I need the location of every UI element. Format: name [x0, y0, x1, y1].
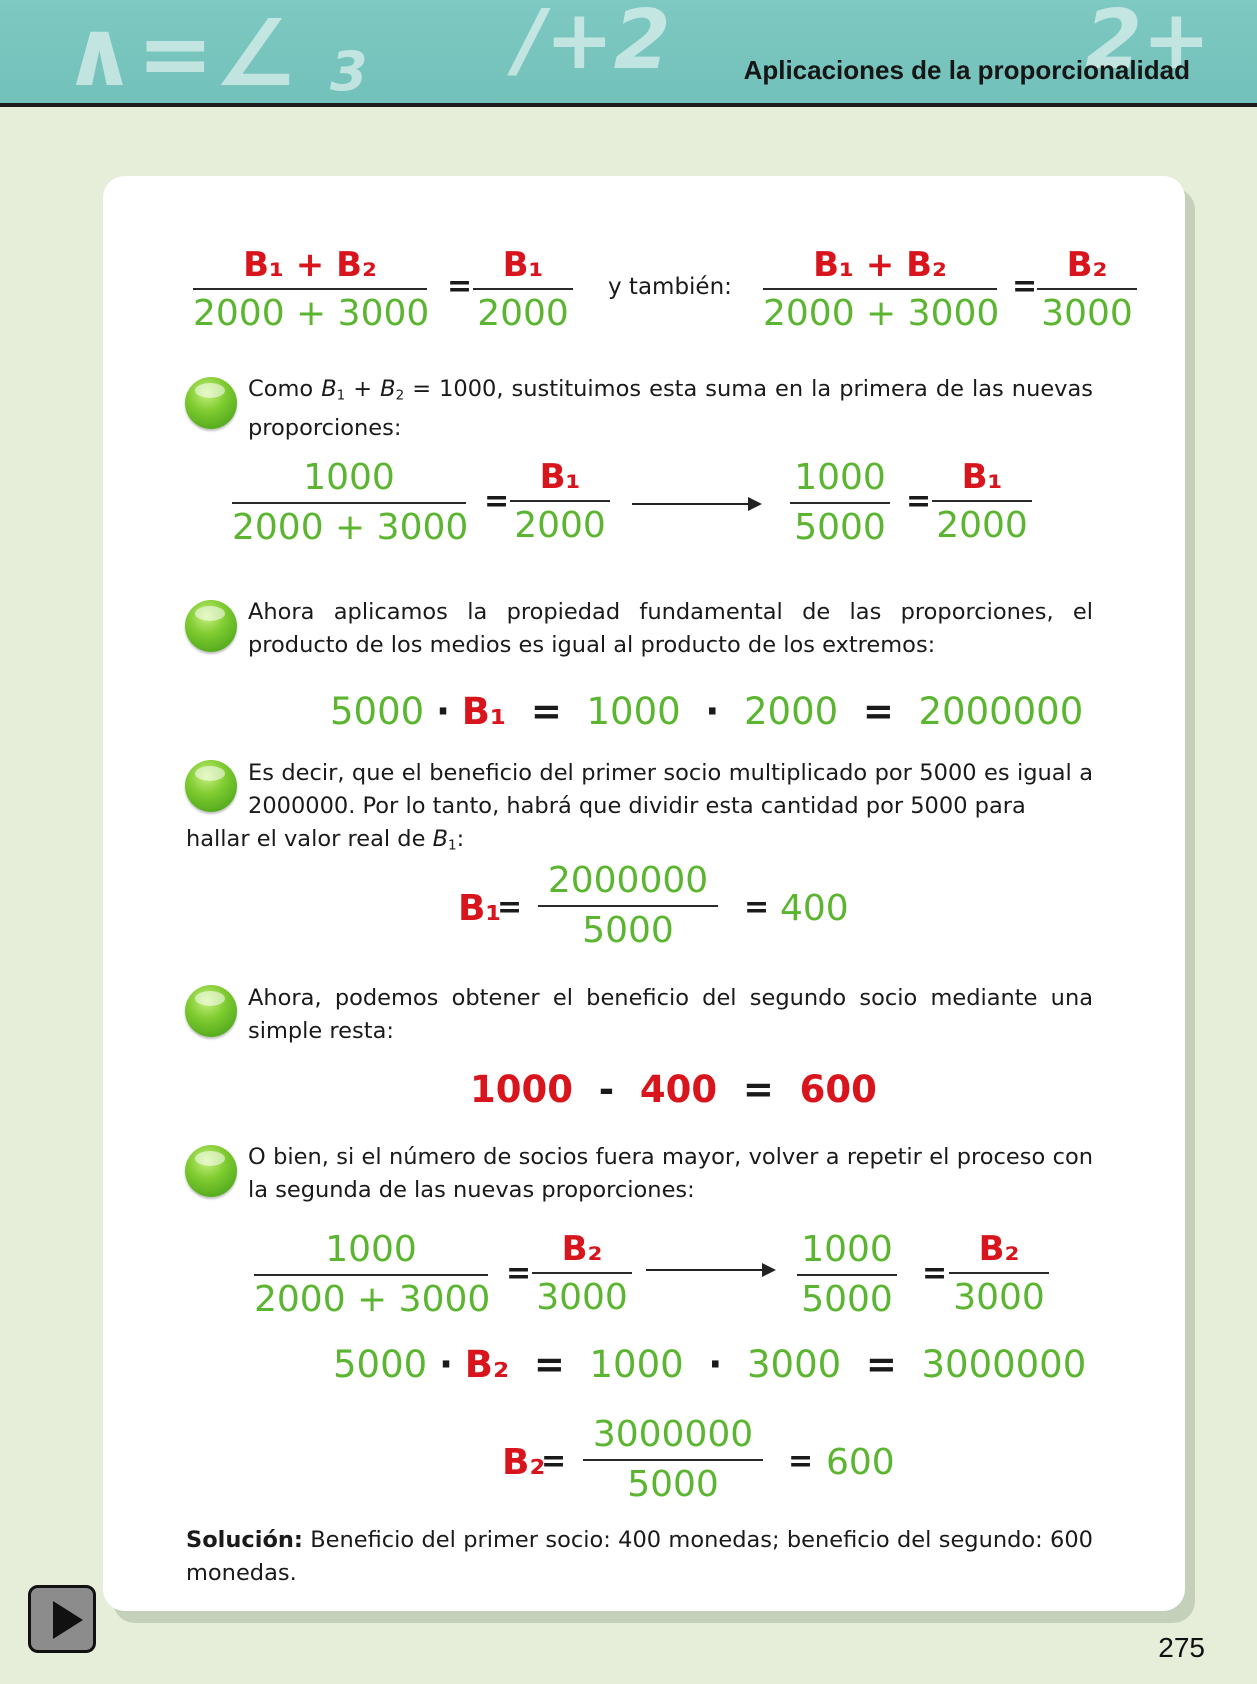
equals-sign: =: [517, 690, 575, 733]
fraction-bar: [1037, 288, 1137, 290]
dot-operator: ·: [435, 690, 450, 733]
denominator: 2000 + 3000: [193, 293, 430, 334]
fraction: [510, 457, 610, 546]
denominator: 3000: [536, 1277, 628, 1318]
fraction: [763, 245, 1000, 334]
number: 3000000: [921, 1343, 1087, 1386]
equals-sign: =: [922, 1256, 948, 1291]
fraction: [1037, 245, 1137, 334]
equals-sign: =: [506, 1256, 532, 1291]
fraction: [193, 245, 430, 334]
denominator: 5000: [794, 507, 886, 548]
equation-product: [330, 690, 1083, 733]
text-part: +: [345, 376, 381, 402]
denominator: 2000: [514, 505, 606, 546]
step-text: [248, 373, 1093, 445]
number: 5000: [333, 1343, 428, 1386]
equals-sign: =: [484, 484, 510, 519]
fraction: [232, 457, 469, 548]
equals-sign: =: [717, 1068, 800, 1111]
fraction: [932, 457, 1032, 546]
fraction-bar: [193, 288, 427, 290]
equals-sign: =: [497, 890, 523, 925]
number: 1000: [470, 1068, 573, 1111]
text-part: hallar el valor real de: [186, 826, 433, 852]
dot-operator: ·: [438, 1343, 453, 1386]
equals-sign: =: [788, 1444, 814, 1479]
numerator: 1000: [801, 1229, 893, 1270]
result: 400: [780, 888, 849, 929]
equals-sign: =: [744, 890, 770, 925]
number: 400: [639, 1068, 718, 1111]
text-part: Como: [248, 376, 322, 402]
denominator: 2000 + 3000: [254, 1279, 491, 1320]
fraction-bar: [473, 288, 573, 290]
numerator: B₁ + B₂: [243, 245, 377, 285]
fraction-bar: [532, 1272, 632, 1274]
variable: B: [380, 376, 396, 402]
number: 1000: [586, 690, 681, 733]
fraction: [532, 1229, 632, 1318]
step-text: Ahora, podemos obtener el beneficio del segundo socio mediante una simple resta:: [248, 985, 1093, 1044]
fraction: [473, 245, 573, 334]
numerator: B₂: [561, 1229, 603, 1269]
step-text: Es decir, que el beneficio del primer socio multiplicado por 5000 es igual a 2000000. Por lo tanto, habrá que dividir esta cantidad por 5000 para: [248, 760, 1093, 819]
header-decoration: 2+: [1085, 0, 1211, 88]
denominator: 2000 + 3000: [763, 293, 1000, 334]
step-text: Ahora aplicamos la propiedad fundamental de las proporciones, el producto de los medios es igual al producto de los extremos:: [248, 599, 1093, 658]
number: 2000000: [918, 690, 1084, 733]
numerator: B₂: [978, 1229, 1020, 1269]
denominator: 2000 + 3000: [232, 507, 469, 548]
fraction-bar: [932, 500, 1032, 502]
bullet-icon: [185, 1145, 237, 1197]
equals-sign: =: [1012, 269, 1038, 304]
arrow-right-icon: [646, 1269, 774, 1271]
fraction-bar: [790, 502, 890, 504]
chapter-title: Aplicaciones de la proporcionalidad: [743, 55, 1190, 85]
connector-text: y también:: [608, 274, 732, 300]
denominator: 5000: [582, 910, 674, 951]
equals-sign: =: [541, 1444, 567, 1479]
variable: B: [321, 376, 337, 402]
denominator: 5000: [627, 1464, 719, 1505]
variable: B: [432, 826, 449, 852]
denominator: 5000: [801, 1279, 893, 1320]
dot-operator: ·: [695, 1343, 736, 1386]
numerator: 3000000: [592, 1414, 754, 1455]
fraction: [583, 1414, 763, 1505]
fraction-bar: [538, 905, 718, 907]
header-decoration: 3: [330, 40, 368, 103]
bullet-icon: [185, 985, 237, 1037]
solution-label: Solución:: [186, 1527, 303, 1553]
numerator: B₁: [502, 245, 544, 285]
solution-body: Beneficio del primer socio: 400 monedas; beneficio del segundo: 600 monedas.: [186, 1527, 1093, 1586]
page-header: [0, 0, 1257, 107]
number: 1000: [589, 1343, 684, 1386]
result: 600: [799, 1068, 877, 1111]
fraction-bar: [254, 1274, 488, 1276]
equals-sign: =: [520, 1343, 578, 1386]
fraction: [790, 457, 890, 548]
result: 600: [826, 1442, 895, 1483]
fraction-bar: [510, 500, 610, 502]
header-decoration: ∧=∠: [62, 0, 297, 107]
subscript: 1: [448, 837, 457, 854]
play-button[interactable]: [28, 1585, 96, 1653]
fraction: [538, 860, 718, 951]
fraction-bar: [763, 288, 997, 290]
subscript: 2: [395, 387, 405, 404]
solution-text: [186, 1524, 1093, 1590]
fraction-bar: [949, 1272, 1049, 1274]
fraction: [254, 1229, 491, 1320]
equation-product-2: [333, 1343, 1086, 1386]
fraction-bar: [797, 1274, 897, 1276]
denominator: 3000: [953, 1277, 1045, 1318]
step-text: O bien, si el número de socios fuera mayor, volver a repetir el proceso con la segunda de las nuevas proporciones:: [248, 1144, 1093, 1203]
fraction: [949, 1229, 1049, 1318]
fraction-bar: [232, 502, 466, 504]
equals-sign: =: [852, 1343, 910, 1386]
numerator: B₁: [539, 457, 581, 497]
text-part: :: [456, 826, 465, 852]
numerator: 1000: [303, 457, 395, 498]
numerator: 2000000: [547, 860, 709, 901]
bullet-icon: [185, 760, 237, 812]
equation-subtraction: [470, 1068, 877, 1111]
equals-sign: =: [906, 484, 932, 519]
number: 5000: [330, 690, 425, 733]
variable: B₁: [458, 888, 502, 929]
page-number: 275: [1158, 1632, 1205, 1663]
variable: B₂: [464, 1343, 510, 1386]
subscript: 1: [336, 387, 346, 404]
dot-operator: ·: [692, 690, 733, 733]
variable: B₁: [461, 690, 507, 733]
numerator: 1000: [325, 1229, 417, 1270]
minus-sign: -: [572, 1068, 640, 1111]
numerator: 1000: [794, 457, 886, 498]
denominator: 3000: [1041, 293, 1133, 334]
denominator: 2000: [936, 505, 1028, 546]
numerator: B₂: [1066, 245, 1108, 285]
text-part: = 1000, sustituimos esta suma en la primera de las nuevas proporciones:: [248, 376, 1093, 442]
fraction: [797, 1229, 897, 1320]
denominator: 2000: [477, 293, 569, 334]
bullet-icon: [185, 377, 237, 429]
fraction-bar: [583, 1459, 763, 1461]
arrow-right-icon: [632, 503, 760, 505]
step-text-continuation: [186, 823, 786, 862]
number: 2000: [744, 690, 839, 733]
header-decoration: /+2: [515, 0, 671, 88]
numerator: B₁: [961, 457, 1003, 497]
variable: B₂: [502, 1442, 546, 1483]
bullet-icon: [185, 600, 237, 652]
number: 3000: [747, 1343, 842, 1386]
equals-sign: =: [447, 269, 473, 304]
equals-sign: =: [849, 690, 907, 733]
numerator: B₁ + B₂: [813, 245, 947, 285]
